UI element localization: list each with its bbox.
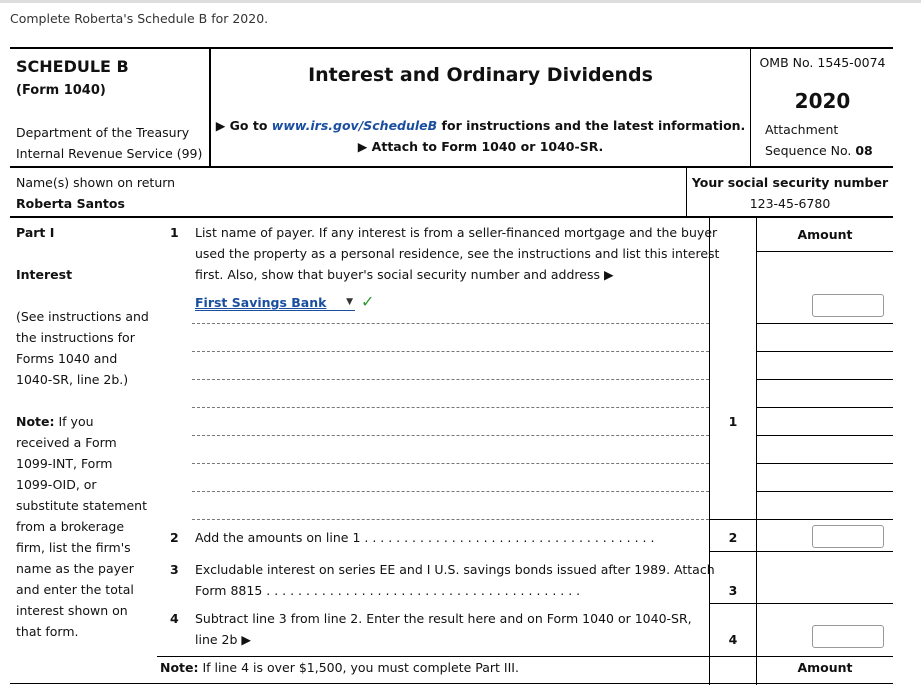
tax-year: 2020 [794,89,851,113]
attachment-label: Attachment [765,122,839,137]
payer-select[interactable] [195,295,355,311]
payer-row-line [192,323,709,324]
amount-row-rule [757,351,893,352]
department-line2: Internal Revenue Service (99) [16,146,203,161]
line2-number: 2 [170,530,179,545]
schedule-label: SCHEDULE B [16,57,129,76]
side-note-line11: that form. [16,624,79,639]
ssn-label: Your social security number [691,175,889,190]
department-line1: Department of the Treasury [16,125,190,140]
schedule-b-link[interactable]: www.irs.gov/ScheduleB [271,118,438,133]
side-note-line9: and enter the total [16,582,134,597]
form-label: (Form 1040) [16,83,106,98]
payer-row-line [192,407,709,408]
side-note-line1 [16,411,147,432]
note-top-rule [157,656,893,657]
part-label: Part I [16,225,55,240]
line1-bottom-rule [710,519,893,520]
goto-instructions [212,118,749,133]
side-note-line8: name as the payer [16,561,134,576]
amount-header-rule [757,251,893,252]
checkmark-icon: ✓ [361,292,375,311]
payer-selected-value: First Savings Bank [195,295,327,310]
line3-form-ref: Form 8815 [195,583,263,598]
see-instructions [16,306,149,390]
line2-text [195,530,654,545]
line3-leader-dots: . . . . . . . . . . . . . . . . . . . . . . . . . . . . . . . . . . . . . . . . [262,583,581,598]
payer-row-line [192,491,709,492]
name-ssn-divider [686,167,687,217]
amount-row-rule [757,407,893,408]
line4-box-number: 4 [728,632,738,647]
part-name: Interest [16,267,73,282]
line4-text2: line 2b ▶ [195,632,252,647]
bottom-line-number-column-left [709,657,710,685]
line3-text1: Excludable interest on series EE and I U.S. savings bonds issued after 1989. Attach [195,562,715,577]
line2-bottom-rule [710,551,893,552]
amount-row-rule [757,323,893,324]
amount-row-rule [757,379,893,380]
attach-instruction: ▶ Attach to Form 1040 or 1040-SR. [357,139,604,154]
sequence-number: 08 [855,143,873,158]
top-border [0,0,921,3]
part3-note-text: If line 4 is over $1,500, you must complete Part III. [198,660,519,675]
line2-amount-input[interactable] [812,525,884,548]
bottom-rule [10,683,893,684]
amount-row-rule [757,491,893,492]
goto-suffix: for instructions and the latest information. [437,118,746,133]
payer-row-line [192,519,709,520]
side-note-bold: Note: [16,414,55,429]
side-note-line6: from a brokerage [16,519,125,534]
chevron-down-icon: ▼ [346,297,353,307]
line3-box-number: 3 [728,583,738,598]
part3-note-bold: Note: [160,660,199,675]
see-line4: 1040-SR, line 2b.) [16,372,129,387]
instruction-text: Complete Roberta's Schedule B for 2020. [10,11,269,26]
amount-row-rule [757,435,893,436]
side-note-text1: If you [54,414,94,429]
header-divider-left [209,47,211,167]
line2-box-number: 2 [728,530,738,545]
header-top-rule [10,47,893,49]
line2-leader-dots: . . . . . . . . . . . . . . . . . . . . . . . . . . . . . . . . . . . . . [360,530,655,545]
payer-row-line [192,435,709,436]
side-note-line3: 1099-INT, Form [16,456,113,471]
see-line1: (See instructions and [16,309,149,324]
side-note-line2: received a Form [16,435,117,450]
line4-amount-input[interactable] [812,625,884,648]
part3-note [160,660,519,675]
payer-row-line [192,463,709,464]
line3-text2 [195,583,580,598]
taxpayer-name: Roberta Santos [16,196,125,211]
payer-row-line [192,351,709,352]
line2-label: Add the amounts on line 1 [195,530,361,545]
amount-header: Amount [797,227,853,242]
line3-bottom-rule [710,603,893,604]
amount-column-left [756,217,757,657]
line4-number: 4 [170,611,179,626]
line1-box-number: 1 [728,414,738,429]
header-bottom-rule [10,166,893,168]
name-row-bottom-rule [10,216,893,218]
side-note-line7: firm, list the firm's [16,540,131,555]
line1-text3: first. Also, show that buyer's social security number and address ▶ [195,267,614,282]
amount-header-2: Amount [797,660,853,675]
amount-row-rule [757,463,893,464]
line1-text1: List name of payer. If any interest is from a seller-financed mortgage and the buyer [195,225,718,240]
line1-amount-input-1[interactable] [812,294,884,317]
sequence-label [765,143,873,158]
side-note-line10: interest shown on [16,603,128,618]
side-note-line4: 1099-OID, or [16,477,97,492]
name-label: Name(s) shown on return [16,175,176,190]
line1-number: 1 [170,225,179,240]
see-line3: Forms 1040 and [16,351,118,366]
line3-number: 3 [170,562,179,577]
form-title: Interest and Ordinary Dividends [308,64,653,86]
line4-text1: Subtract line 3 from line 2. Enter the result here and on Form 1040 or 1040-SR, [195,611,692,626]
side-note-line5: substitute statement [16,498,147,513]
line1-text2: used the property as a personal residence, see the instructions and list this interest [195,246,720,261]
side-note [16,411,147,642]
see-line2: the instructions for [16,330,135,345]
payer-row-line [192,379,709,380]
header-divider-right [750,47,751,167]
ssn-value: 123-45-6780 [749,196,831,211]
omb-number: OMB No. 1545-0074 [759,55,886,70]
goto-prefix: ▶ Go to [215,118,272,133]
sequence-prefix: Sequence No. [765,143,856,158]
